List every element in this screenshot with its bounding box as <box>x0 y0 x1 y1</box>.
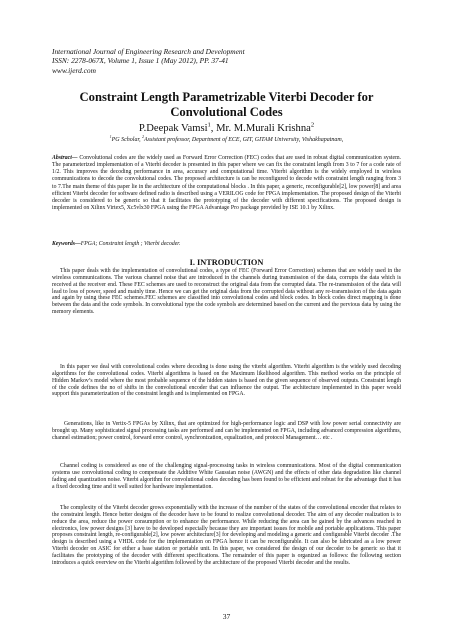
body-paragraph-3: Generations, like in Vertix-5 FPGAs by Xilinx, that are optimized for high-performance logic and DSP with low power serial connectivity are brought up. Many sophisticated signal processing tasks are performed and can be implemented on FPGA, including advanced compression algorithms, channel estimation; power control, forward error control, synchronization, equalization, and protocol Management… etc . <box>52 421 401 441</box>
body-paragraph-4: Channel coding is considered as one of the challenging signal-processing tasks in wireless communications. Most of the digital communication systems use convolutional coding to compensate the Additive White Gaussian noise (AWGN) and the effects of other data degradation like channel fading and quantization noise. Viterbi algorithm for convolutional codes decoding has been found to be efficient and robust for the advantage that it has a fixed decoding time and it well suited for hardware implementation. <box>52 463 401 490</box>
affiliation-2: Assistant professor, Department of ECE, GIT, GITAM University, Vishakhapatnam, <box>143 137 344 143</box>
body-paragraph-5: The complexity of the Viterbi decoder grows exponentially with the increase of the number of the states of the convolutional encoder that relates to the constraint length. Hence better designs of the decoder have to be found to realize convolutional decoder. The aim of any decoder realization is to reduce the area, reduce the power consumption or to enhance the performance. While reducing the area can be gained by the advances reached in electronics, low power designs [3] have to be developed especially because they are important issues for mobile and portable applications. This paper proposes constraint length, re-configurable[2], low power architecture[3] for developing and modeling a generic and configurable Viterbi decoder .The design is described using a VHDL code for the implementation on FPGA hence it can be reconfigurable. It can also be fabricated as a low power Viterbi decoder on ASIC for either a base station or portable unit. In this paper, we considered the design of our decoder to be generic so that it facilitates the prototyping of the decoder with different specifications. The remainder of this paper is organized as follows: the following section introduces a quick overview on the Viterbi algorithm followed by the architecture of the proposed Viterbi decoder and the results. <box>52 505 401 566</box>
abstract-label: Abstract— <box>52 155 78 161</box>
body-paragraph-1: This paper deals with the implementation of convolutional codes, a type of FEC (Forward Error Correction) schemes that are widely used in the wireless communications. The various channel noise that are introduced in the channels during transmission of the data, corrupts the data which is received at the receiver end. These FEC schemes are used to reconstruct the original data from the corrupted data. The re-transmission of the data will lead to loss of power, speed and mainly time. Hence we can get the original data from the corrupted data without any re-transmission of the data again and again by using these FEC schemes.FEC schemes are classified into convolutional codes and block codes. In block codes direct mapping is done between the data and the code symbols. In convolutional type the code symbols are determined based on the current and the pervious data by using the memory elements. <box>52 268 401 316</box>
page-number: 37 <box>222 612 231 621</box>
section-heading: I. INTRODUCTION <box>189 258 264 267</box>
journal-issn: ISSN: 2278-067X, Volume 1, Issue 1 (May 2012), PP. 37-41 <box>52 56 229 66</box>
affiliation-line <box>40 136 413 144</box>
affiliation-1: PG Scholar, <box>111 137 143 143</box>
author-1: P.Deepak Vamsi <box>138 123 208 134</box>
body-paragraph-2: In this paper we deal with convolutional codes where decoding is done using the viterbi algorithm. Viterbi algorithm is the widely used decoding algorithms for the convolutional codes. Viterbi algorithms is based on the Maximum likelihood algorithm. This method works on the principle of Hidden Markov’s model where the most probable sequence of the hidden states is based on the given sequence of observed outputs. Constraint length of the code defines the no of shifts in the convolutional encoder that can influence the output. The architecture implemented in this paper would support this parameterization of the constraint length and is implemented on FPGA. <box>52 364 401 398</box>
journal-header <box>52 47 245 75</box>
affiliation-marker-2: 2 <box>142 135 144 139</box>
author-2-marker: 2 <box>310 121 315 129</box>
title-line-1: Constraint Length Parametrizable Viterbi Decoder for <box>79 90 374 104</box>
abstract <box>52 155 401 212</box>
abstract-text: Convolutional codes are the widely used as Forward Error Correction (FEC) codes that are used in robust digital communication system. The parameterized implementation of a Viterbi decoder is presented in this paper where we can fix the constraint length from 3 to 7 for a code rate of 1/2. This improves the decoding performance in area, accuracy and computational time. Viterbi algorithm is the widely employed in wireless communications to decode the convolutional codes. The proposed architecture is can be reconfigured to decode with constraint length ranging from 3 to 7.The main theme of this paper lie in the architecture of the computational blocks . In this paper, a generic, reconfigurable[2], low power[8] and area efficient Viterbi decoder for software defined radio is described using a VERILOG code for FPGA implementation. The proposed design of the Viterbi decoder is considered to be generic so that it facilitates the prototyping of the decoder with different specifications. The proposed design is implemented on Xilinx Virtex5, Xc5vlx30 FPGA using the FPGA Advantage Pro package provided by ISE 10.1 by Xilinx. <box>52 155 401 211</box>
paper-title <box>40 90 413 120</box>
author-separator: , Mr. M.Murali Krishna <box>210 123 311 134</box>
keywords <box>52 241 401 248</box>
journal-url: www.ijerd.com <box>52 65 96 75</box>
keywords-label: Keywords— <box>52 241 81 247</box>
journal-name: International Journal of Engineering Research and Development <box>52 47 245 56</box>
author-line <box>40 123 413 135</box>
title-line-2: Convolutional Codes <box>170 105 283 119</box>
author-1-marker: 1 <box>207 121 211 129</box>
keywords-text: FPGA; Constraint length ; Viterbi decoder. <box>80 241 181 247</box>
affiliation-marker-1: 1 <box>109 135 112 139</box>
